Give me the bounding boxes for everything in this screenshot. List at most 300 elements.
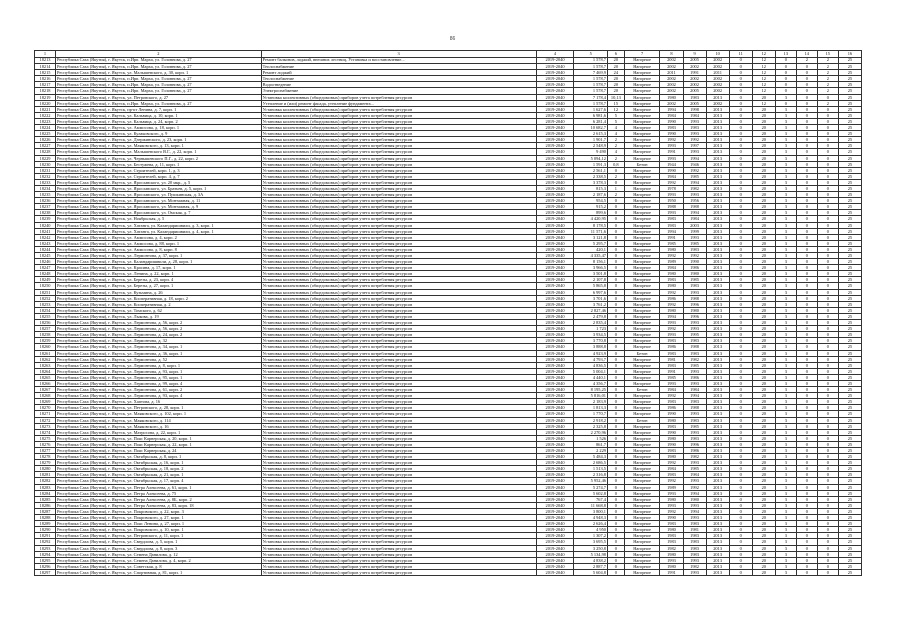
table-cell: 2019-2040 [536, 454, 574, 460]
table-cell: 2019-2040 [536, 277, 574, 283]
table-cell: Нагорное [624, 502, 660, 508]
table-cell: 1983 [683, 539, 706, 545]
table-cell: 1986 [660, 405, 683, 411]
table-cell: 3 [775, 118, 796, 124]
table-cell: Установка коллективных (общедомовых) приборов учета потребления ресурсов [261, 460, 536, 466]
table-cell: 25 [838, 417, 861, 423]
table-cell: 0 [817, 313, 838, 319]
table-cell: Нагорное [624, 143, 660, 149]
table-cell: 18287 [35, 508, 56, 514]
table-cell: 20 [752, 289, 775, 295]
table-cell: 0 [729, 228, 752, 234]
table-cell: 1997 [683, 143, 706, 149]
table-cell: 2013 [706, 417, 729, 423]
table-cell: Бетон [624, 387, 660, 393]
table-cell: 0 [817, 478, 838, 484]
table-cell: 18246 [35, 259, 56, 265]
table-cell: 5 952,46 [574, 478, 608, 484]
table-cell: 1 513,5 [574, 466, 608, 472]
table-cell: 2013 [706, 125, 729, 131]
table-cell: 2011 [660, 70, 683, 76]
table-cell: 1991 [660, 368, 683, 374]
table-cell: 20 [752, 533, 775, 539]
table-cell: 2013 [706, 307, 729, 313]
table-cell: 2013 [706, 551, 729, 557]
table-cell: 1 901,7 [574, 137, 608, 143]
table-cell: 20 [752, 295, 775, 301]
table-cell: Нагорное [624, 460, 660, 466]
table-cell: 0 [607, 496, 624, 502]
table-cell: 0 [607, 210, 624, 216]
table-cell: 0 [796, 88, 817, 94]
table-cell: Нагорное [624, 380, 660, 386]
table-cell: 0 [796, 320, 817, 326]
table-cell: 1984 [683, 112, 706, 118]
table-cell: Установка коллективных (общедомовых) приборов учета потребления ресурсов [261, 289, 536, 295]
table-cell: 0 [817, 228, 838, 234]
table-cell: 1980 [683, 496, 706, 502]
table-cell: 2013 [706, 557, 729, 563]
table-cell: 18269 [35, 399, 56, 405]
table-cell: 2019-2040 [536, 179, 574, 185]
table-cell: 2019-2040 [536, 502, 574, 508]
table-cell: 2013 [706, 240, 729, 246]
table-cell: 2013 [706, 374, 729, 380]
table-cell: 1993 [683, 569, 706, 575]
table-cell: 2013 [706, 112, 729, 118]
table-cell: 2 887,7 [574, 563, 608, 569]
table-cell: 0 [607, 259, 624, 265]
table-cell: 1981 [683, 527, 706, 533]
table-cell: 2013 [706, 204, 729, 210]
table-cell: Нагорное [624, 295, 660, 301]
table-cell: 2013 [706, 149, 729, 155]
table-cell: 0 [729, 125, 752, 131]
table-cell: 3 [775, 533, 796, 539]
table-cell: 0 [796, 466, 817, 472]
table-cell: 25 [838, 173, 861, 179]
table-cell: 25 [838, 289, 861, 295]
table-cell: 0 [729, 368, 752, 374]
table-cell: 0 [817, 216, 838, 222]
table-cell: 0 [796, 210, 817, 216]
table-cell: 20 [752, 118, 775, 124]
table-cell: 0 [729, 283, 752, 289]
table-cell: 3 [775, 313, 796, 319]
table-cell: 0 [729, 563, 752, 569]
table-cell: 1983 [683, 417, 706, 423]
table-cell: 2019-2040 [536, 423, 574, 429]
table-cell: 0 [729, 344, 752, 350]
table-cell: Установка коллективных (общедомовых) приборов учета потребления ресурсов [261, 374, 536, 380]
table-cell: Установка коллективных (общедомовых) приборов учета потребления ресурсов [261, 490, 536, 496]
table-cell: 1993 [683, 557, 706, 563]
table-cell: 3 [775, 112, 796, 118]
table-cell: 0 [817, 362, 838, 368]
table-cell: 2013 [706, 326, 729, 332]
table-cell: 0 [817, 484, 838, 490]
table-cell: 18296 [35, 563, 56, 569]
table-cell: 3 [775, 106, 796, 112]
table-cell: 20 [752, 240, 775, 246]
table-cell: 20 [752, 320, 775, 326]
table-cell: 2013 [706, 222, 729, 228]
table-cell: 2002 [660, 64, 683, 70]
table-cell: 2019-2040 [536, 106, 574, 112]
table-cell: 3 501,8 [574, 271, 608, 277]
table-cell: 0 [817, 155, 838, 161]
table-cell: 0 [817, 149, 838, 155]
table-cell: 18223 [35, 118, 56, 124]
table-cell: 1944 [660, 161, 683, 167]
table-cell: 12 [752, 70, 775, 76]
table-cell: 0 [817, 496, 838, 502]
table-cell: Республика Саха (Якутия), г. Якутск, п.Ирп. Марха, ул. Головнова, д. 27 [55, 82, 261, 88]
table-cell: 1983 [660, 338, 683, 344]
table-cell: 0 [796, 441, 817, 447]
table-cell: 20 [752, 143, 775, 149]
table-cell: 18259 [35, 338, 56, 344]
table-cell: 8 156,1 [574, 259, 608, 265]
table-cell: 0 [796, 228, 817, 234]
table-cell: 25 [838, 137, 861, 143]
column-number-9: 9 [683, 51, 706, 58]
table-cell: 1985 [683, 466, 706, 472]
table-cell: 1993 [660, 155, 683, 161]
table-cell: 1986 [660, 344, 683, 350]
table-cell: 0 [607, 380, 624, 386]
table-cell: 1984 [660, 173, 683, 179]
table-cell: Республика Саха (Якутия), г. Якутск, ул. Петровского, д. 11, корп. 1 [55, 533, 261, 539]
table-cell: 0 [729, 118, 752, 124]
table-cell: Установка коллективных (общедомовых) приборов учета потребления ресурсов [261, 320, 536, 326]
table-cell: 2019-2040 [536, 405, 574, 411]
table-cell: 20 [752, 387, 775, 393]
table-cell: 2019-2040 [536, 192, 574, 198]
table-cell: 0 [796, 502, 817, 508]
table-cell: Нагорное [624, 368, 660, 374]
table-cell: Установка коллективных (общедомовых) приборов учета потребления ресурсов [261, 515, 536, 521]
table-cell: 0 [817, 259, 838, 265]
table-cell: 2019-2040 [536, 64, 574, 70]
table-cell: 2013 [706, 387, 729, 393]
table-cell: 18244 [35, 246, 56, 252]
table-cell: 7 178,4 [574, 94, 608, 100]
table-cell: 3 [775, 332, 796, 338]
table-cell: 0 [817, 563, 838, 569]
table-cell: 20 [752, 563, 775, 569]
table-cell: 0 [796, 216, 817, 222]
table-cell: 0 [817, 472, 838, 478]
table-cell: Водоотведение [261, 82, 536, 88]
table-cell: 1990 [660, 441, 683, 447]
table-cell: 0 [796, 137, 817, 143]
table-cell: 20 [752, 94, 775, 100]
table-cell: 1983 [683, 246, 706, 252]
table-cell: 2013 [706, 94, 729, 100]
table-cell: 25 [838, 545, 861, 551]
table-cell: Нагорное [624, 307, 660, 313]
table-cell: 0 [775, 88, 796, 94]
table-cell: 1993 [660, 380, 683, 386]
table-cell: 1988 [683, 344, 706, 350]
table-cell: 3 [775, 417, 796, 423]
table-cell: Нагорное [624, 259, 660, 265]
table-cell: Установка коллективных (общедомовых) приборов учета потребления ресурсов [261, 539, 536, 545]
table-cell: 3 [775, 435, 796, 441]
table-cell: 0 [729, 332, 752, 338]
table-cell: 2019-2040 [536, 234, 574, 240]
table-cell: 1983 [683, 350, 706, 356]
table-cell: Установка коллективных (общедомовых) приборов учета потребления ресурсов [261, 508, 536, 514]
table-cell: 954,5 [574, 198, 608, 204]
table-cell: Нагорное [624, 313, 660, 319]
table-cell: 3 [775, 216, 796, 222]
table-cell: 3 [775, 155, 796, 161]
table-cell: 3 [775, 320, 796, 326]
table-cell: 2 [607, 137, 624, 143]
table-cell: 1992 [660, 508, 683, 514]
table-cell: 25 [838, 533, 861, 539]
table-cell: 0 [729, 295, 752, 301]
table-cell: 20 [752, 112, 775, 118]
table-cell: 2019-2040 [536, 301, 574, 307]
table-cell: 0 [817, 161, 838, 167]
table-cell: 0 [729, 466, 752, 472]
table-cell: 1984 [660, 265, 683, 271]
table-cell: 25 [838, 563, 861, 569]
table-cell: 0 [729, 399, 752, 405]
table-cell: 1950 [660, 198, 683, 204]
table-cell: 11 668,8 [574, 502, 608, 508]
table-cell: 4 335,47 [574, 253, 608, 259]
table-cell: 1993 [683, 131, 706, 137]
table-cell: 2013 [706, 502, 729, 508]
table-cell: Республика Саха (Якутия), г. Якутск, ул. Каландаришвили, д. 28, корп. 1 [55, 259, 261, 265]
table-cell: 0 [607, 271, 624, 277]
table-cell: 0 [817, 557, 838, 563]
table-cell: 20 [752, 161, 775, 167]
table-cell: 25 [838, 472, 861, 478]
table-cell: 4 838,2 [574, 557, 608, 563]
table-cell: Республика Саха (Якутия), г. Якутск, ул. Лермонтова, д. 93, корп. 1 [55, 368, 261, 374]
table-cell: 18277 [35, 448, 56, 454]
table-cell: Бетон [624, 417, 660, 423]
column-number-1: 1 [35, 51, 56, 58]
table-cell: 25 [838, 478, 861, 484]
table-cell: Установка коллективных (общедомовых) приборов учета потребления ресурсов [261, 563, 536, 569]
table-cell: 0 [796, 240, 817, 246]
table-cell: 11 571,6 [574, 228, 608, 234]
table-cell: 18227 [35, 143, 56, 149]
table-cell: 18249 [35, 277, 56, 283]
table-cell: 0 [607, 362, 624, 368]
table-cell: Республика Саха (Якутия), г. Якутск, ул. Семена Данилова, д. 12 [55, 551, 261, 557]
table-cell: 18256 [35, 320, 56, 326]
table-cell: 0 [817, 131, 838, 137]
table-cell: 1993 [683, 192, 706, 198]
table-cell: 18238 [35, 210, 56, 216]
table-cell: 1 307,2 [574, 533, 608, 539]
table-cell: Установка коллективных (общедомовых) приборов учета потребления ресурсов [261, 112, 536, 118]
table-cell: 0 [607, 204, 624, 210]
table-cell: 2002 [660, 58, 683, 64]
table-cell: Республика Саха (Якутия), г. Якутск, ул. Аммосова, д. 88, корп. 1 [55, 240, 261, 246]
table-cell: 0 [796, 417, 817, 423]
table-cell: 3 [775, 289, 796, 295]
table-cell: 18233 [35, 179, 56, 185]
table-cell: 1989 [660, 484, 683, 490]
table-cell: 2013 [706, 539, 729, 545]
table-cell: 0 [729, 137, 752, 143]
table-cell: 18289 [35, 521, 56, 527]
table-cell: 2 [817, 64, 838, 70]
table-cell: 1993 [683, 289, 706, 295]
table-cell: 0 [607, 490, 624, 496]
table-cell: 25 [838, 429, 861, 435]
table-cell: 3 [775, 387, 796, 393]
table-cell: 2 [607, 143, 624, 149]
table-cell: 0 [796, 356, 817, 362]
table-cell: 25 [838, 557, 861, 563]
table-cell: 25 [838, 411, 861, 417]
table-cell: 0 [796, 380, 817, 386]
table-cell: 3 [775, 228, 796, 234]
table-cell: 20 [752, 210, 775, 216]
table-cell: 0 [607, 393, 624, 399]
table-cell: 2013 [706, 362, 729, 368]
table-cell: 0 [729, 454, 752, 460]
table-cell: 18235 [35, 192, 56, 198]
table-cell: 2013 [706, 508, 729, 514]
table-cell: 3 [775, 527, 796, 533]
table-cell: 1983 [660, 362, 683, 368]
table-cell: 3 [775, 222, 796, 228]
table-cell: 1990 [660, 167, 683, 173]
table-cell: 0 [607, 368, 624, 374]
table-cell: Нагорное [624, 234, 660, 240]
table-cell: 1984 [683, 472, 706, 478]
table-cell: 18226 [35, 137, 56, 143]
table-cell: 0 [796, 405, 817, 411]
table-cell: 1980 [683, 307, 706, 313]
table-cell: 3 [775, 478, 796, 484]
table-cell: 18276 [35, 441, 56, 447]
document-sheet [34, 50, 862, 576]
table-cell: Республика Саха (Якутия), г. Якутск, ул. Ярославского, ул. 20 мкр., д. 5 [55, 179, 261, 185]
table-cell: 0 [817, 210, 838, 216]
table-cell: 18275 [35, 435, 56, 441]
table-cell: Нагорное [624, 484, 660, 490]
table-cell: 0 [817, 118, 838, 124]
table-cell: 3 [775, 253, 796, 259]
table-cell: 3 [775, 143, 796, 149]
table-cell: 2019-2040 [536, 350, 574, 356]
table-cell: 2 325,8 [574, 423, 608, 429]
table-cell: 0 [796, 192, 817, 198]
table-cell: 1992 [660, 393, 683, 399]
table-cell: 0 [729, 393, 752, 399]
table-cell: Нагорное [624, 58, 660, 64]
table-cell: 0 [796, 185, 817, 191]
page-number: 86 [449, 36, 456, 42]
table-cell: 2019-2040 [536, 338, 574, 344]
table-cell: Установка коллективных (общедомовых) приборов учета потребления ресурсов [261, 173, 536, 179]
table-cell: 18284 [35, 490, 56, 496]
table-cell: Нагорное [624, 192, 660, 198]
table-cell: 1994 [683, 210, 706, 216]
table-cell: Нагорное [624, 265, 660, 271]
table-cell: 0 [796, 161, 817, 167]
table-cell: 12 [752, 100, 775, 106]
table-cell: Республика Саха (Якутия), г. Якутск, ул. Петра Алексеева, д. 75 [55, 490, 261, 496]
table-cell: 2013 [706, 106, 729, 112]
table-cell: 0 [796, 265, 817, 271]
table-cell: Республика Саха (Якутия), г. Якутск, ул. Пояс Карнерская, д. 24 [55, 448, 261, 454]
table-cell: 0 [817, 185, 838, 191]
table-cell: 0 [729, 204, 752, 210]
table-cell: 0 [729, 198, 752, 204]
table-cell: 3 770,8 [574, 338, 608, 344]
table-cell: 0 [817, 338, 838, 344]
table-cell: Установка коллективных (общедомовых) приборов учета потребления ресурсов [261, 301, 536, 307]
table-cell: 0 [729, 143, 752, 149]
table-cell: 0 [817, 411, 838, 417]
table-cell: 0 [607, 387, 624, 393]
table-cell: 1983 [683, 94, 706, 100]
table-cell: 0 [796, 307, 817, 313]
table-cell: 0 [796, 167, 817, 173]
table-cell: 18253 [35, 301, 56, 307]
column-number-14: 14 [796, 51, 817, 58]
table-cell: 2013 [706, 484, 729, 490]
table-cell: 3 [775, 368, 796, 374]
table-cell: Республика Саха (Якутия), г. Якутск, ул. Лермонтова, д. 8, корп. 1 [55, 362, 261, 368]
table-cell: 20 [752, 478, 775, 484]
table-cell: 1983 [660, 533, 683, 539]
table-cell: 25 [838, 435, 861, 441]
table-cell: 18266 [35, 380, 56, 386]
table-cell: Нагорное [624, 429, 660, 435]
table-cell: 0 [607, 454, 624, 460]
table-cell: 0 [796, 539, 817, 545]
table-cell: 0 [729, 179, 752, 185]
column-number-13: 13 [775, 51, 796, 58]
table-cell: 2013 [706, 368, 729, 374]
table-cell: 3 [775, 131, 796, 137]
table-cell: 2 827,46 [574, 307, 608, 313]
table-cell: 1994 [660, 106, 683, 112]
table-cell: 1 578,7 [574, 88, 608, 94]
table-cell: 25 [838, 374, 861, 380]
table-cell: 0 [729, 246, 752, 252]
table-cell: 18285 [35, 496, 56, 502]
table-cell: 0 [607, 240, 624, 246]
table-cell: 0 [607, 338, 624, 344]
table-cell: Установка коллективных (общедомовых) приборов учета потребления ресурсов [261, 332, 536, 338]
table-cell: 6 997,6 [574, 289, 608, 295]
table-cell: Нагорное [624, 545, 660, 551]
table-cell: 8 178,5 [574, 222, 608, 228]
table-cell: 25 [838, 307, 861, 313]
table-cell: 25 [838, 234, 861, 240]
table-cell: 3 888,8 [574, 344, 608, 350]
table-cell: 3 [775, 374, 796, 380]
table-cell: Нагорное [624, 185, 660, 191]
table-cell: 20 [752, 106, 775, 112]
table-cell: 0 [607, 332, 624, 338]
table-cell: 18234 [35, 185, 56, 191]
